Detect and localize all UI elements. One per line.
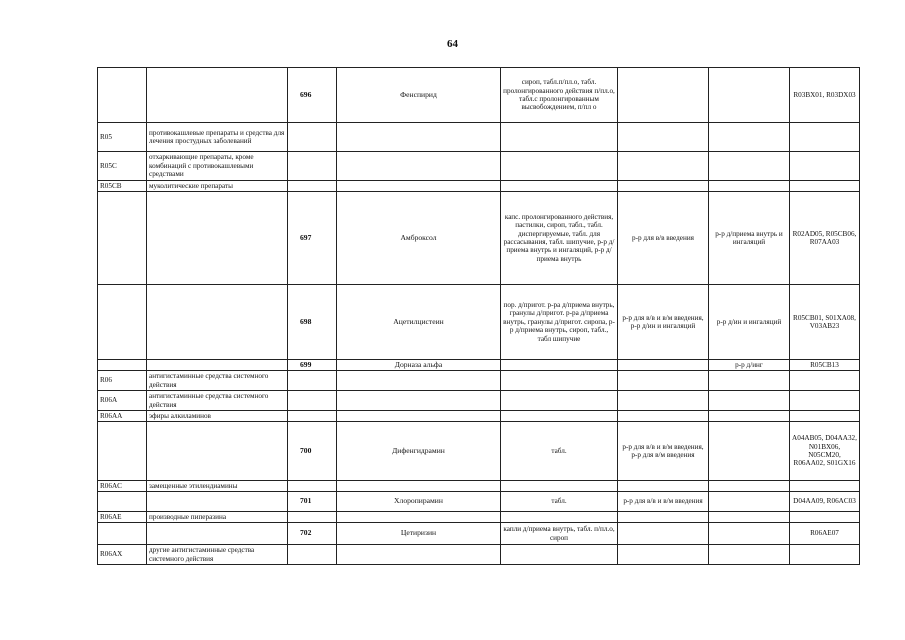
dosage-form-cell: капли д/приема внутрь, табл. п/пл.о, сироп: [501, 523, 618, 545]
injection-form-cell: [618, 545, 709, 565]
injection-form-cell: [618, 523, 709, 545]
group-name-cell: [147, 192, 288, 285]
item-number-text: [290, 395, 300, 404]
atc-group-code-cell: R06AE: [98, 512, 147, 523]
atc-group-code-cell: [98, 285, 147, 360]
drug-name-text: Дорназа альфа: [394, 359, 443, 369]
group-name-cell: [147, 360, 288, 371]
dosage-form-cell: пор. д/пригот. р-ра д/приема внутрь, гранулы д/пригот. р-ра д/приема внутрь, гранулы д/пригот. сиропа, р-р д/приема внутрь, сироп, табл., табл шипучие: [501, 285, 618, 360]
dosage-form-cell: табл.: [501, 492, 618, 512]
other-form-cell: р-р д/инг: [709, 360, 790, 371]
table-row: [98, 422, 860, 481]
item-number-text: 701: [300, 496, 312, 506]
group-name-cell: [147, 492, 288, 512]
atc-code-cell: [790, 545, 860, 565]
item-number-text: 699: [300, 359, 312, 369]
injection-form-cell: [618, 152, 709, 181]
injection-form-cell: р-р для в/в и в/м введения: [618, 492, 709, 512]
drug-name-cell: [337, 411, 501, 422]
drug-name-text: Хлоропирамин: [394, 496, 443, 506]
drug-name-text: Амброксол: [400, 232, 437, 242]
table-row: [98, 512, 860, 523]
table-row: [98, 181, 860, 192]
atc-group-code-cell: [98, 492, 147, 512]
table-body: [98, 68, 860, 565]
drug-name-cell: [337, 192, 501, 285]
atc-group-code-cell: [98, 422, 147, 481]
atc-group-code-cell: R05CB: [98, 181, 147, 192]
dosage-form-cell: капс. пролонгированного действия, пастилки, сироп, табл., табл. диспергируемые, табл. для рассасывания, табл. шипучие, р-р д/приема внутрь и ингаляций, р-р д/приема внутрь: [501, 192, 618, 285]
table-row: [98, 152, 860, 181]
atc-code-cell: [790, 152, 860, 181]
table-row: [98, 123, 860, 152]
dosage-form-cell: [501, 512, 618, 523]
item-number-text: [290, 161, 300, 170]
injection-form-cell: р-р для в/в и в/м введения, р-р для в/м введения: [618, 422, 709, 481]
item-number-cell: [288, 512, 337, 523]
other-form-cell: [709, 68, 790, 123]
atc-group-code-cell: R06AX: [98, 545, 147, 565]
item-number-cell: [288, 481, 337, 492]
atc-code-cell: [790, 181, 860, 192]
item-number-cell: [288, 391, 337, 411]
atc-group-code-cell: R06: [98, 371, 147, 391]
other-form-cell: [709, 411, 790, 422]
table-row: [98, 492, 860, 512]
item-number-text: [290, 181, 300, 190]
drug-name-cell: [337, 391, 501, 411]
atc-group-code-cell: R06AC: [98, 481, 147, 492]
injection-form-cell: [618, 512, 709, 523]
injection-form-cell: [618, 481, 709, 492]
injection-form-cell: р-р для в/в введения: [618, 192, 709, 285]
item-number-text: 697: [300, 232, 312, 242]
dosage-form-cell: [501, 481, 618, 492]
group-name-cell: производные пиперазина: [147, 512, 288, 523]
drug-name-cell: [337, 152, 501, 181]
group-name-cell: [147, 285, 288, 360]
table-row: [98, 192, 860, 285]
other-form-cell: [709, 481, 790, 492]
table-row: [98, 411, 860, 422]
other-form-cell: [709, 371, 790, 391]
item-number-cell: [288, 371, 337, 391]
table-row: [98, 481, 860, 492]
table-row: [98, 360, 860, 371]
other-form-cell: [709, 181, 790, 192]
other-form-cell: [709, 492, 790, 512]
item-number-text: 696: [300, 89, 312, 99]
item-number-cell: [288, 545, 337, 565]
item-number-cell: [288, 68, 337, 123]
dosage-form-cell: [501, 545, 618, 565]
atc-code-cell: R05CB01, S01XA08, V03AB23: [790, 285, 860, 360]
dosage-form-cell: [501, 360, 618, 371]
table-row: [98, 523, 860, 545]
atc-code-cell: [790, 411, 860, 422]
atc-group-code-cell: R05: [98, 123, 147, 152]
item-number-text: [290, 549, 300, 558]
atc-group-code-cell: R06A: [98, 391, 147, 411]
drug-name-cell: [337, 123, 501, 152]
group-name-cell: [147, 422, 288, 481]
injection-form-cell: р-р для в/в и в/м введения, р-р д/ин и ингаляций: [618, 285, 709, 360]
drug-name-cell: [337, 523, 501, 545]
atc-code-cell: R06AE07: [790, 523, 860, 545]
drug-name-text: Дифенгидрамин: [392, 445, 445, 455]
drug-name-cell: [337, 545, 501, 565]
drug-name-text: Фенспирид: [400, 89, 437, 99]
other-form-cell: [709, 545, 790, 565]
drug-list-table: [97, 67, 860, 565]
group-name-cell: эфиры алкиламинов: [147, 411, 288, 422]
group-name-cell: отхаркивающие препараты, кроме комбинаций с противокашлевыми средствами: [147, 152, 288, 181]
other-form-cell: [709, 152, 790, 181]
item-number-cell: [288, 285, 337, 360]
dosage-form-cell: [501, 152, 618, 181]
item-number-cell: [288, 411, 337, 422]
dosage-form-cell: табл.: [501, 422, 618, 481]
drug-name-cell: [337, 512, 501, 523]
atc-code-cell: R05CB13: [790, 360, 860, 371]
item-number-text: [290, 132, 300, 141]
table-row: [98, 285, 860, 360]
group-name-cell: [147, 68, 288, 123]
item-number-cell: [288, 192, 337, 285]
item-number-cell: [288, 123, 337, 152]
dosage-form-cell: сироп, табл.п/пл.о, табл. пролонгированного действия п/пл.о, табл.с пролонгированным высвобождением, п/пл о: [501, 68, 618, 123]
injection-form-cell: [618, 68, 709, 123]
atc-group-code-cell: R05C: [98, 152, 147, 181]
dosage-form-cell: [501, 411, 618, 422]
group-name-cell: антигистаминные средства системного действия: [147, 391, 288, 411]
other-form-cell: [709, 391, 790, 411]
drug-name-cell: [337, 492, 501, 512]
drug-name-text: Цетиризин: [400, 528, 437, 538]
item-number-cell: [288, 181, 337, 192]
item-number-text: [290, 481, 300, 490]
atc-code-cell: R03BX01, R03DX03: [790, 68, 860, 123]
other-form-cell: [709, 512, 790, 523]
item-number-cell: [288, 152, 337, 181]
atc-code-cell: [790, 123, 860, 152]
dosage-form-cell: [501, 181, 618, 192]
table-row: [98, 68, 860, 123]
other-form-cell: [709, 123, 790, 152]
group-name-cell: [147, 523, 288, 545]
group-name-cell: противокашлевые препараты и средства для лечения простудных заболеваний: [147, 123, 288, 152]
drug-name-cell: [337, 68, 501, 123]
item-number-cell: [288, 492, 337, 512]
atc-code-cell: [790, 512, 860, 523]
other-form-cell: [709, 422, 790, 481]
group-name-cell: замещенные этилендиамины: [147, 481, 288, 492]
atc-group-code-cell: R06AA: [98, 411, 147, 422]
group-name-cell: другие антигистаминные средства системного действия: [147, 545, 288, 565]
drug-name-text: Ацетилцистеин: [393, 316, 444, 326]
table-row: [98, 545, 860, 565]
atc-code-cell: R02AD05, R05CB06, R07AA03: [790, 192, 860, 285]
atc-code-cell: [790, 391, 860, 411]
table-row: [98, 371, 860, 391]
item-number-text: 698: [300, 316, 312, 326]
other-form-cell: [709, 523, 790, 545]
drug-name-cell: [337, 360, 501, 371]
item-number-cell: [288, 422, 337, 481]
item-number-text: [290, 411, 300, 420]
injection-form-cell: [618, 371, 709, 391]
item-number-text: [290, 375, 300, 384]
injection-form-cell: [618, 411, 709, 422]
atc-code-cell: D04AA09, R06AC03: [790, 492, 860, 512]
drug-name-cell: [337, 371, 501, 391]
drug-name-cell: [337, 481, 501, 492]
dosage-form-cell: [501, 391, 618, 411]
dosage-form-cell: [501, 123, 618, 152]
drug-name-cell: [337, 422, 501, 481]
group-name-cell: антигистаминные средства системного действия: [147, 371, 288, 391]
atc-code-cell: [790, 481, 860, 492]
atc-group-code-cell: [98, 360, 147, 371]
other-form-cell: р-р д/приема внутрь и ингаляций: [709, 192, 790, 285]
atc-code-cell: [790, 371, 860, 391]
dosage-form-cell: [501, 371, 618, 391]
item-number-cell: [288, 523, 337, 545]
atc-group-code-cell: [98, 68, 147, 123]
drug-name-cell: [337, 181, 501, 192]
item-number-text: [290, 512, 300, 521]
group-name-cell: муколитические препараты: [147, 181, 288, 192]
atc-group-code-cell: [98, 192, 147, 285]
item-number-cell: [288, 360, 337, 371]
injection-form-cell: [618, 181, 709, 192]
atc-code-cell: A04AB05, D04AA32, N01BX06, N05CM20, R06AA02, S01GX16: [790, 422, 860, 481]
table-row: [98, 391, 860, 411]
injection-form-cell: [618, 391, 709, 411]
item-number-text: 700: [300, 445, 312, 455]
injection-form-cell: [618, 123, 709, 152]
injection-form-cell: [618, 360, 709, 371]
item-number-text: 702: [300, 528, 312, 538]
page-number: 64: [447, 38, 458, 50]
drug-name-cell: [337, 285, 501, 360]
atc-group-code-cell: [98, 523, 147, 545]
other-form-cell: р-р д/ин и ингаляций: [709, 285, 790, 360]
